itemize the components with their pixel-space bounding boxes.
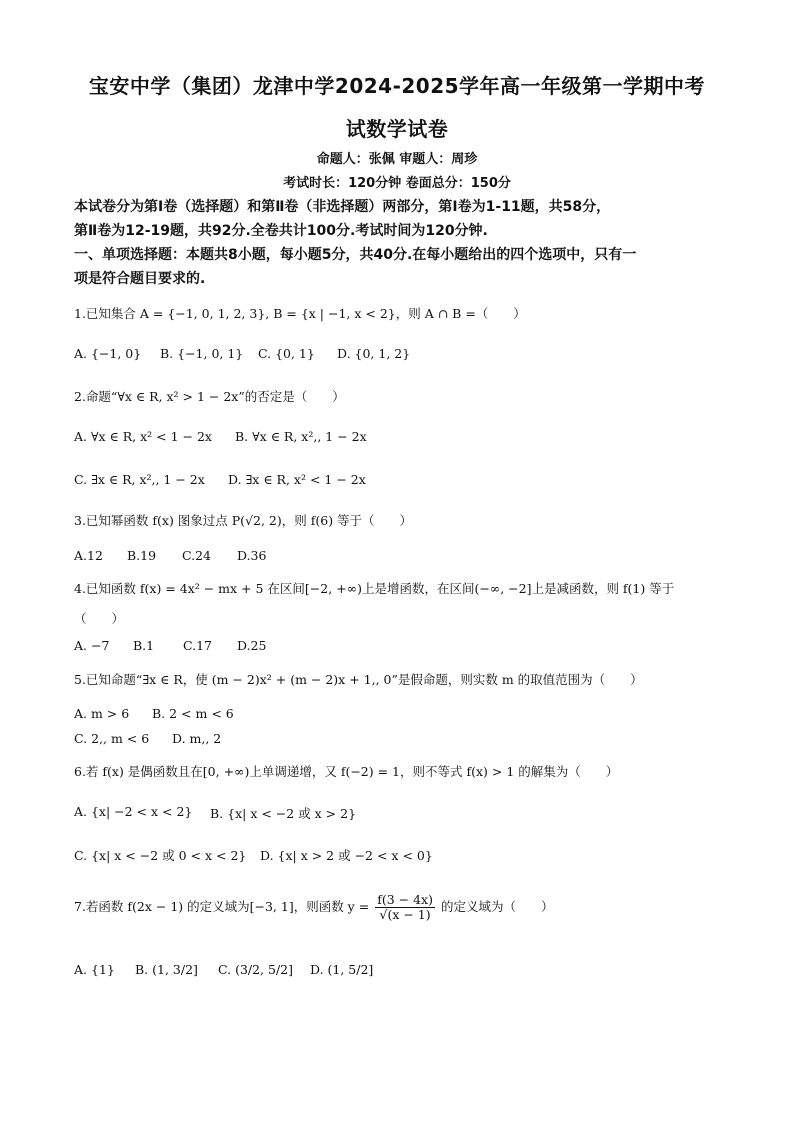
question-4-stem-continued: （ ） xyxy=(74,611,125,626)
question-7-option-b: B. (1, 3/2] xyxy=(135,962,198,977)
question-3-option-c: C.24 xyxy=(182,548,211,563)
exam-title-line2: 试数学试卷 xyxy=(345,117,449,141)
question-2-option-c: C. ∃x ∈ R, x²,, 1 − 2x xyxy=(74,472,205,487)
question-4-option-b: B.1 xyxy=(133,638,155,653)
question-1-option-b: B. {−1, 0, 1} xyxy=(160,346,244,361)
question-4-option-d: D.25 xyxy=(237,638,267,653)
question-1-stem: 1.已知集合 A = {−1, 0, 1, 2, 3}, B = {x | −1, x < 2}，则 A ∩ B =（ ） xyxy=(74,306,526,321)
question-6-stem: 6.若 f(x) 是偶函数且在[0, +∞)上单调递增，又 f(−2) = 1，则不等式 f(x) > 1 的解集为（ ） xyxy=(74,764,619,779)
question-1-option-c: C. {0, 1} xyxy=(258,346,315,361)
question-7-stem xyxy=(74,890,734,924)
exam-info-line: 考试时长：120分钟 卷面总分：150分 xyxy=(283,176,511,191)
question-7-option-d: D. (1, 5/2] xyxy=(310,962,374,977)
question-5-option-a: A. m > 6 xyxy=(74,706,130,721)
question-7-stem-after: 的定义域为（ ） xyxy=(440,899,554,914)
question-3-option-d: D.36 xyxy=(237,548,267,563)
question-2-option-b: B. ∀x ∈ R, x²,, 1 − 2x xyxy=(235,429,367,444)
question-3-stem: 3.已知幂函数 f(x) 图象过点 P(√2, 2)，则 f(6) 等于（ ） xyxy=(74,513,413,528)
question-4-option-a: A. −7 xyxy=(74,638,110,653)
question-7-option-c: C. (3/2, 5/2] xyxy=(218,962,293,977)
question-5-option-d: D. m,, 2 xyxy=(172,731,222,746)
question-4-stem: 4.已知函数 f(x) = 4x² − mx + 5 在区间[−2, +∞)上是增函数，在区间(−∞, −2]上是减函数，则 f(1) 等于 xyxy=(74,581,675,596)
question-1-option-d: D. {0, 1, 2} xyxy=(337,346,411,361)
question-7-option-a: A. {1} xyxy=(74,962,115,977)
question-1-option-a: A. {−1, 0} xyxy=(74,346,142,361)
question-2-option-d: D. ∃x ∈ R, x² < 1 − 2x xyxy=(228,472,366,487)
question-3-option-b: B.19 xyxy=(127,548,157,563)
question-2-stem: 2.命题“∀x ∈ R, x² > 1 − 2x”的否定是（ ） xyxy=(74,389,345,404)
question-6-option-b: B. {x| x < −2 或 x > 2} xyxy=(210,806,357,821)
section-heading-line-2: 项是符合题目要求的. xyxy=(74,271,206,287)
question-4-option-c: C.17 xyxy=(183,638,212,653)
intro-line-2: 第Ⅱ卷为12-19题，共92分.全卷共计100分.考试时间为120分钟. xyxy=(74,223,488,239)
question-7-fraction-numerator: f(3 − 4x) xyxy=(377,892,433,907)
question-5-option-c: C. 2,, m < 6 xyxy=(74,731,150,746)
intro-line-1: 本试卷分为第Ⅰ卷（选择题）和第Ⅱ卷（非选择题）两部分，第Ⅰ卷为1-11题，共58分， xyxy=(74,199,611,215)
question-5-stem: 5.已知命题“∃x ∈ R，使 (m − 2)x² + (m − 2)x + 1,, 0”是假命题，则实数 m 的取值范围为（ ） xyxy=(74,672,643,687)
section-heading-line-1: 一、单项选择题：本题共8小题，每小题5分，共40分.在每小题给出的四个选项中，只有一 xyxy=(74,247,637,263)
question-5-option-b: B. 2 < m < 6 xyxy=(152,706,234,721)
question-7-stem-before: 7.若函数 f(2x − 1) 的定义域为[−3, 1]，则函数 y = xyxy=(74,899,370,914)
question-7-fraction xyxy=(375,893,435,922)
question-2-option-a: A. ∀x ∈ R, x² < 1 − 2x xyxy=(74,429,212,444)
question-7-fraction-denominator: √(x − 1) xyxy=(379,907,431,922)
question-6-option-a: A. {x| −2 < x < 2} xyxy=(74,804,193,819)
question-3-option-a: A.12 xyxy=(74,548,103,563)
authors-line: 命题人：张佩 审题人：周珍 xyxy=(316,152,478,167)
question-6-option-c: C. {x| x < −2 或 0 < x < 2} xyxy=(74,848,247,863)
question-6-option-d: D. {x| x > 2 或 −2 < x < 0} xyxy=(260,848,433,863)
exam-title-line1: 宝安中学（集团）龙津中学2024-2025学年高一年级第一学期中考 xyxy=(88,74,706,98)
